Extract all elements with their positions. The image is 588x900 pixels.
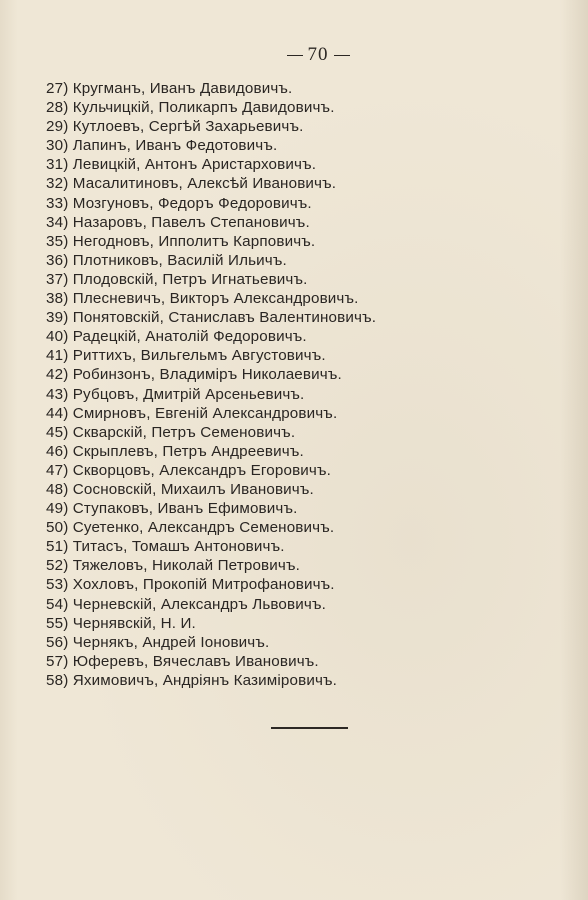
list-item: 50) Суетенко, Александръ Семеновичъ. [46,519,335,537]
list-item: 33) Мозгуновъ, Федоръ Федоровичъ. [46,194,312,212]
list-item: 31) Левицкій, Антонъ Аристарховичъ. [46,156,317,174]
list-item: 38) Плесневичъ, Викторъ Александровичъ. [46,290,359,308]
list-item: 57) Юферевъ, Вячеславъ Ивановичъ. [46,652,319,670]
list-item: 58) Яхимовичъ, Андріянъ Казиміровичъ. [46,671,338,689]
list-item: 27) Кругманъ, Иванъ Давидовичъ. [46,80,293,97]
list-item: 30) Лапинъ, Иванъ Федотовичъ. [46,137,278,155]
list-item: 39) Понятовскій, Станиславъ Валентиновичъ. [46,309,377,327]
list-item: 44) Смирновъ, Евгеній Александровичъ. [46,404,338,422]
list-item: 47) Скворцовъ, Александръ Егоровичъ. [46,461,331,479]
list-item: 54) Черневскій, Александръ Львовичъ. [46,595,326,613]
list-item: 36) Плотниковъ, Василій Ильичъ. [46,251,287,269]
list-item: 35) Негодновъ, Ипполитъ Карповичъ. [46,232,316,250]
list-item: 46) Скрыплевъ, Петръ Андреевичъ. [46,442,304,460]
list-item: 32) Масалитиновъ, Алексѣй Ивановичъ. [46,175,337,193]
name-list [46,79,376,690]
dash-right [334,55,350,56]
page-number-text: 70 [307,44,329,65]
list-item: 42) Робинзонъ, Владиміръ Николаевичъ. [46,366,342,384]
list-item: 48) Сосновскій, Михаилъ Ивановичъ. [46,480,314,498]
page-number [268,44,368,66]
list-item: 55) Чернявскій, Н. И. [46,614,196,632]
list-item: 51) Титасъ, Томашъ Антоновичъ. [46,538,285,556]
list-item: 43) Рубцовъ, Дмитрій Арсеньевичъ. [46,385,305,403]
list-item: 52) Тяжеловъ, Николай Петровичъ. [46,557,300,575]
list-item: 28) Кульчицкій, Поликарпъ Давидовичъ. [46,99,335,117]
dash-left [287,55,303,56]
list-item: 45) Скварскій, Петръ Семеновичъ. [46,423,296,441]
list-item: 29) Кутлоевъ, Сергѣй Захарьевичъ. [46,118,304,136]
list-item: 49) Ступаковъ, Иванъ Ефимовичъ. [46,500,298,518]
list-item: 53) Хохловъ, Прокопій Митрофановичъ. [46,576,335,594]
list-item: 56) Чернякъ, Андрей Іоновичъ. [46,633,270,651]
list-item: 41) Риттихъ, Вильгельмъ Августовичъ. [46,347,326,365]
list-item: 34) Назаровъ, Павелъ Степановичъ. [46,213,310,231]
section-divider [271,727,348,729]
list-item: 40) Радецкій, Анатолій Федоровичъ. [46,328,307,346]
list-item: 37) Плодовскій, Петръ Игнатьевичъ. [46,270,308,288]
